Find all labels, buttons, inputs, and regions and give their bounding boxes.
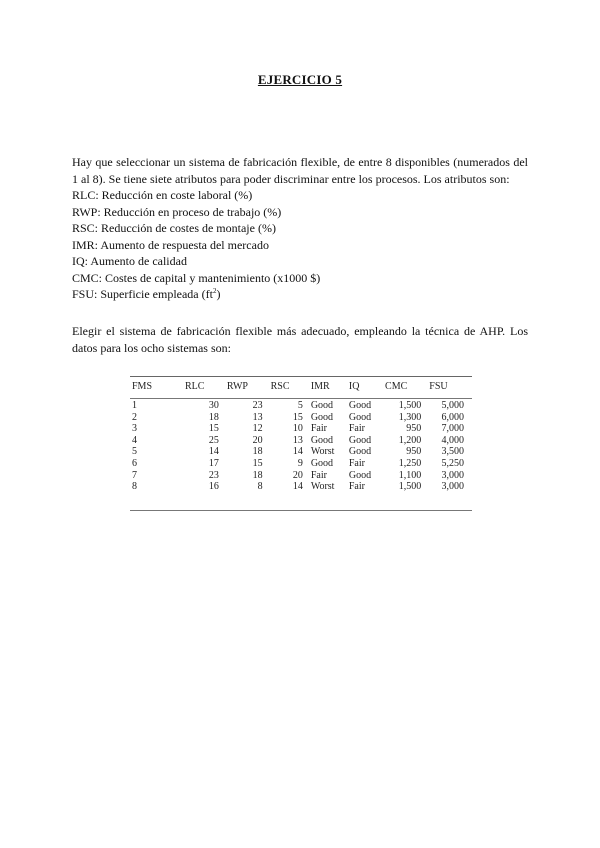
col-header-rlc: RLC (184, 380, 205, 392)
table-row (130, 458, 472, 470)
cell-fsu: 4,000 (441, 434, 464, 446)
cell-cmc: 1,100 (398, 469, 422, 481)
attribute-fsu (72, 286, 528, 303)
cell-cmc: 950 (406, 446, 422, 458)
col-header-fsu: FSU (429, 380, 448, 392)
cell-rsc: 5 (297, 400, 303, 411)
cell-iq: Good (348, 411, 372, 423)
cell-cmc: 1,250 (398, 457, 422, 469)
cell-rsc: 9 (297, 457, 303, 469)
attribute-fsu-text: FSU: Superficie empleada (ft (72, 287, 213, 301)
col-header-fms: FMS (132, 380, 153, 392)
cell-imr: Good (310, 411, 334, 423)
intro-block (72, 154, 528, 303)
fms-data-table (130, 376, 472, 493)
col-header-imr: IMR (310, 380, 330, 392)
cell-cmc: 1,200 (398, 434, 422, 446)
cell-fsu: 5,000 (441, 400, 464, 411)
attribute-iq: IQ: Aumento de calidad (72, 254, 187, 268)
cell-fms: 8 (132, 481, 137, 493)
cell-rlc: 25 (208, 434, 219, 446)
cell-fms: 5 (132, 446, 137, 458)
cell-iq: Good (348, 469, 372, 481)
cell-cmc: 1,300 (398, 411, 422, 423)
intro-paragraph: Hay que seleccionar un sistema de fabricación flexible, de entre 8 disponibles (numerados del 1 al 8). Se tiene siete atributos para poder discriminar entre los procesos. Los atributos son: (72, 155, 528, 186)
cell-fsu: 5,250 (441, 457, 464, 469)
table-row (130, 412, 472, 424)
cell-fsu: 6,000 (441, 411, 464, 423)
cell-rsc: 15 (292, 411, 303, 423)
cell-imr: Good (310, 400, 334, 411)
col-header-rwp: RWP (226, 380, 248, 392)
col-header-cmc: CMC (385, 380, 408, 392)
cell-iq: Fair (348, 481, 365, 493)
cell-rwp: 15 (252, 457, 263, 469)
attribute-rsc: RSC: Reducción de costes de montaje (%) (72, 221, 276, 235)
attribute-rlc: RLC: Reducción en coste laboral (%) (72, 188, 253, 202)
table-row (130, 446, 472, 458)
cell-rlc: 17 (208, 457, 219, 469)
cell-rlc: 15 (208, 423, 219, 435)
cell-fms: 4 (132, 434, 137, 446)
attribute-fsu-close: ) (216, 287, 221, 301)
cell-imr: Fair (310, 423, 327, 435)
attribute-fsu-superscript: 2 (212, 287, 217, 295)
cell-rwp: 8 (257, 481, 263, 493)
cell-cmc: 1,500 (398, 400, 422, 411)
cell-rsc: 20 (292, 469, 303, 481)
cell-rlc: 16 (208, 481, 219, 493)
table-row (130, 435, 472, 447)
cell-imr: Worst (310, 481, 335, 493)
col-header-rsc: RSC (270, 380, 290, 392)
attribute-cmc: CMC: Costes de capital y mantenimiento (x1000 $) (72, 270, 321, 285)
cell-rlc: 14 (208, 446, 219, 458)
cell-fsu: 3,500 (441, 446, 464, 458)
cell-rwp: 18 (252, 446, 263, 458)
cell-rwp: 20 (252, 434, 263, 446)
cell-rsc: 14 (292, 446, 303, 458)
cell-fms: 3 (132, 423, 137, 435)
cell-rsc: 10 (292, 423, 303, 435)
attribute-imr: IMR: Aumento de respuesta del mercado (72, 237, 269, 252)
cell-iq: Fair (348, 457, 365, 469)
cell-rwp: 18 (252, 469, 263, 481)
table-row (130, 481, 472, 493)
cell-fms: 6 (132, 457, 137, 469)
cell-iq: Fair (348, 423, 365, 435)
cell-fsu: 3,000 (441, 481, 464, 493)
cell-fsu: 3,000 (441, 469, 464, 481)
cell-iq: Good (348, 446, 372, 458)
col-header-iq: IQ (348, 380, 360, 392)
cell-rlc: 30 (208, 400, 219, 411)
cell-rsc: 14 (292, 481, 303, 493)
cell-rwp: 13 (252, 411, 263, 423)
cell-rlc: 18 (208, 411, 219, 423)
cell-imr: Good (310, 434, 334, 446)
cell-rwp: 12 (252, 423, 263, 435)
cell-fms: 1 (132, 400, 137, 411)
cell-imr: Good (310, 457, 334, 469)
table-body (130, 396, 472, 493)
attribute-rwp: RWP: Reducción en proceso de trabajo (%) (72, 204, 282, 219)
table-header-row (130, 376, 472, 396)
cell-fsu: 7,000 (441, 423, 464, 435)
table-row (130, 396, 472, 412)
cell-cmc: 950 (406, 423, 422, 435)
cell-fms: 2 (132, 411, 137, 423)
table-rule-bottom (130, 510, 472, 511)
cell-iq: Good (348, 434, 372, 446)
table-row (130, 470, 472, 482)
table-row (130, 423, 472, 435)
cell-rwp: 23 (252, 400, 263, 411)
cell-rsc: 13 (292, 434, 303, 446)
cell-iq: Good (348, 400, 372, 411)
page-title: EJERCICIO 5 (257, 72, 343, 87)
cell-imr: Fair (310, 469, 327, 481)
cell-rlc: 23 (208, 469, 219, 481)
cell-imr: Worst (310, 446, 335, 458)
cell-fms: 7 (132, 469, 137, 481)
cell-cmc: 1,500 (398, 481, 422, 493)
instruction-paragraph: Elegir el sistema de fabricación flexible más adecuado, empleando la técnica de AHP. Los datos para los ocho sistemas son: (72, 324, 528, 355)
